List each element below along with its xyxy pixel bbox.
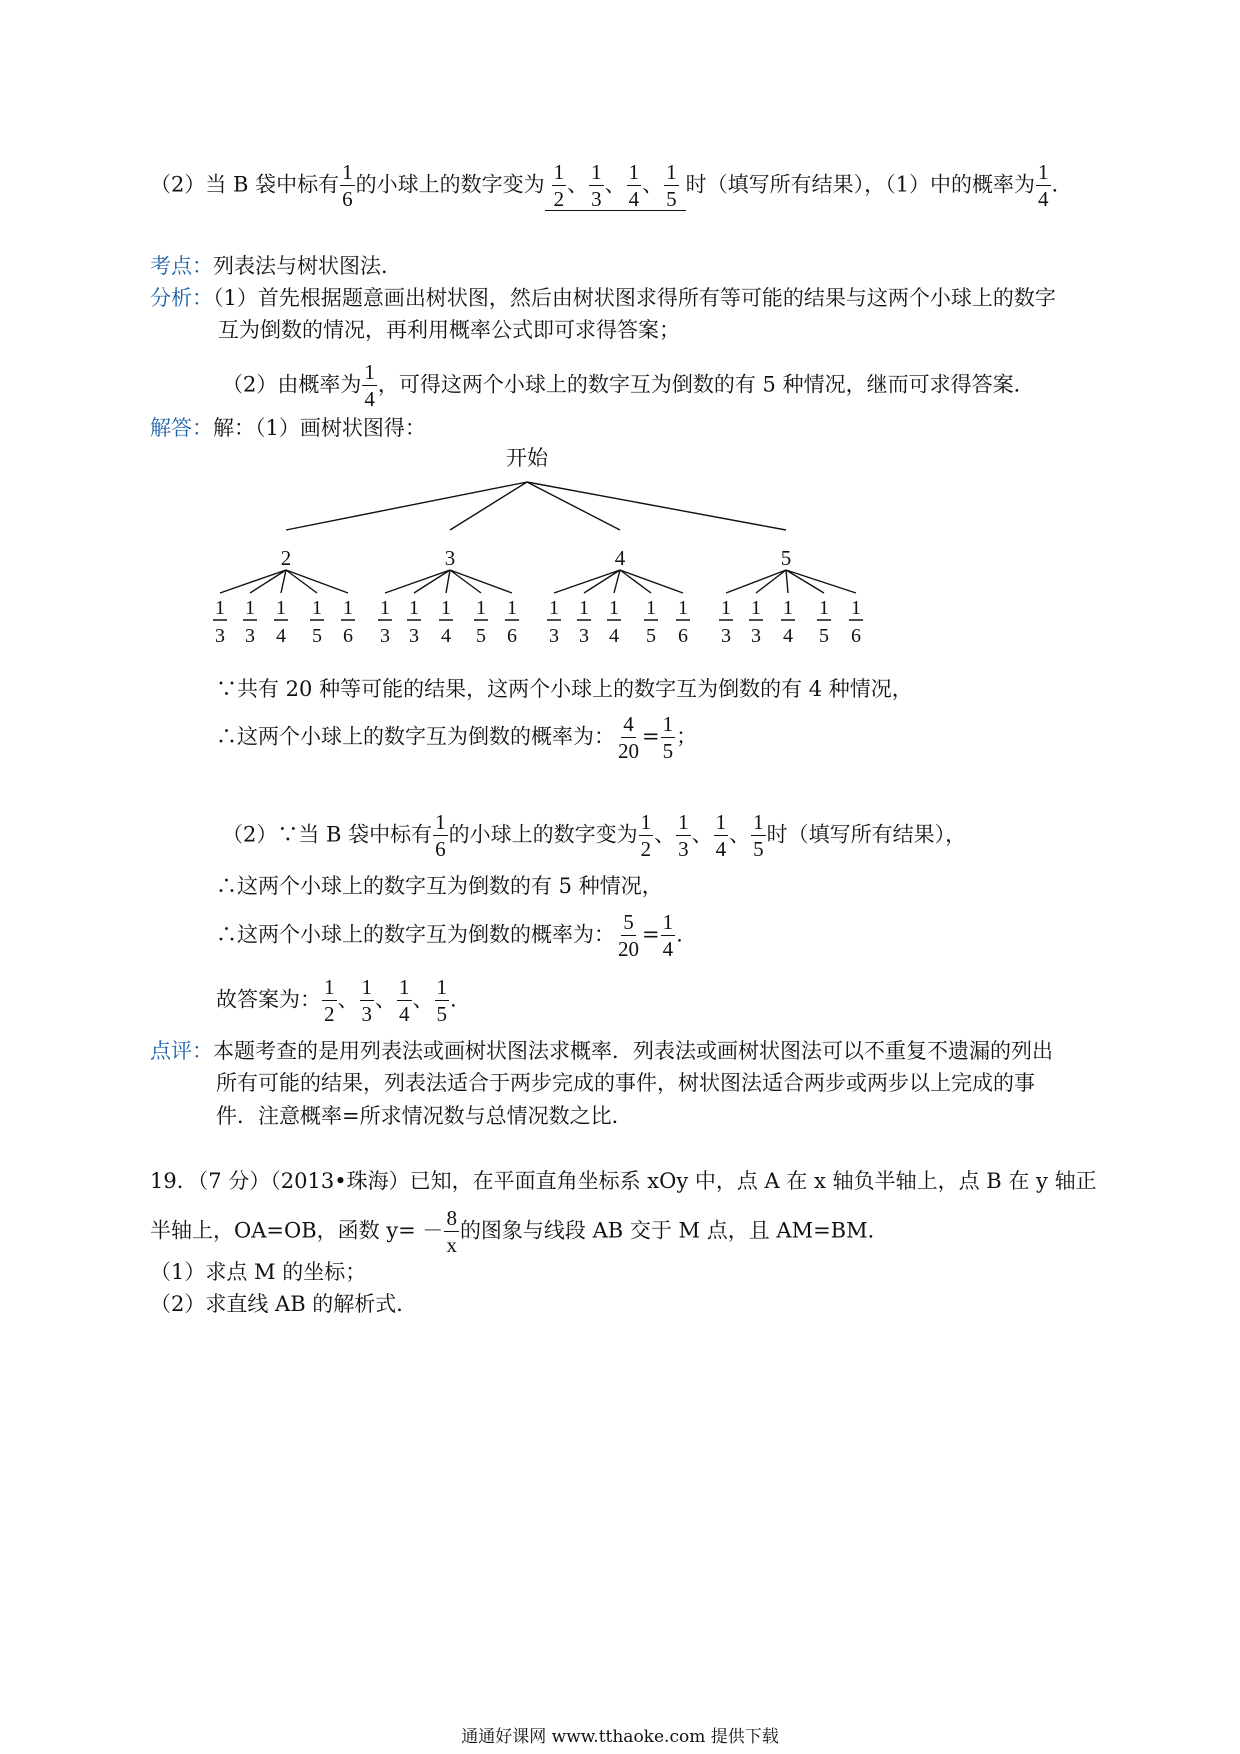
tree-leaf-denominator: 6	[851, 625, 861, 647]
footer-credit: 通通好课网 www.tthaoke.com 提供下载	[461, 1727, 779, 1747]
tree-leaf-line	[446, 570, 450, 593]
sol2-line-1: （2）∵当 B 袋中标有 $\frac{1}{6}$ 的小球上的数字变为 $\frac{1}{2}$ 、 $\frac{1}{3}$ 、 $\frac{1}{4}$ 、 $\frac{1}{5}$ 时（填写所有结果），	[222, 810, 967, 861]
tree-leaf-denominator: 3	[751, 625, 761, 647]
tree-leaf-line	[286, 570, 348, 593]
answer-frac: $\frac{1}{2}$	[553, 160, 565, 211]
fenxi-line-3: （2）由概率为 $\frac{1}{4}$ ，可得这两个小球上的数字互为倒数的有 5 种情况，继而可求得答案．	[222, 360, 1035, 411]
dianping-line-1: 点评：本题考查的是用列表法或画树状图法求概率．列表法或画树状图法可以不重复不遗漏的列出	[150, 1039, 1053, 1063]
answer-frac: $\frac{1}{2}$	[640, 810, 652, 861]
tree-leaf-denominator: 3	[409, 625, 419, 647]
tree-leaf-numerator: 1	[215, 597, 225, 619]
fenxi-line-1: 分析：（1）首先根据题意画出树状图，然后由树状图求得所有等可能的结果与这两个小球上的数字	[150, 286, 1056, 310]
jieda-line: 解答：解：（1）画树状图得：	[150, 416, 426, 440]
tree-leaf-line	[220, 570, 286, 593]
tree-leaf-line	[286, 570, 317, 593]
tree-leaf-denominator: 3	[245, 625, 255, 647]
fenxi-label: 分析：	[150, 286, 213, 310]
tree-leaf-numerator: 1	[476, 597, 486, 619]
answer-frac: $\frac{1}{4}$	[399, 975, 410, 1026]
tree-branch-line	[450, 482, 527, 530]
frac-5-20: $\frac{5}{20}$	[618, 910, 639, 961]
tree-root-label: 开始	[506, 446, 548, 470]
tree-leaf-denominator: 3	[215, 625, 225, 647]
sol2-line-3: ∴这两个小球上的数字互为倒数的概率为： $\frac{5}{20}$ = $\frac{1}{4}$ .	[216, 910, 683, 961]
sol1-therefore: ∴这两个小球上的数字互为倒数的概率为： $\frac{4}{20}$ = $\frac{1}{5}$ ；	[216, 712, 698, 763]
q19-sub-1: （1）求点 M 的坐标；	[150, 1260, 367, 1284]
tree-leaf-numerator: 1	[579, 597, 589, 619]
tree-branch-line	[286, 482, 527, 530]
frac-8-x: $\frac{8}{x}$	[446, 1206, 457, 1257]
kaodian-label: 考点：	[150, 254, 213, 278]
tree-leaf-numerator: 1	[276, 597, 286, 619]
tree-leaf-numerator: 1	[751, 597, 761, 619]
tree-leaf-numerator: 1	[549, 597, 559, 619]
jieda-label: 解答：	[150, 416, 213, 440]
tree-leaf-line	[281, 570, 286, 593]
tree-leaf-numerator: 1	[819, 597, 829, 619]
answer-frac: $\frac{1}{2}$	[324, 975, 335, 1026]
dianping-line-2: 所有可能的结果，列表法适合于两步完成的事件，树状图法适合两步或两步以上完成的事	[216, 1071, 1035, 1095]
tree-leaf-numerator: 1	[380, 597, 390, 619]
frac-1-4: $\frac{1}{4}$	[662, 910, 674, 961]
kaodian-text: 列表法与树状图法．	[213, 254, 402, 278]
tree-leaf-line	[450, 570, 512, 593]
answer-frac: $\frac{1}{4}$	[628, 160, 640, 211]
answer-blank: $\frac{1}{2}$ 、 $\frac{1}{3}$ 、 $\frac{1}{4}$ 、 $\frac{1}{5}$	[545, 162, 686, 211]
tree-branch-line	[527, 482, 786, 530]
tree-leaf-numerator: 1	[609, 597, 619, 619]
tree-leaf-numerator: 1	[507, 597, 517, 619]
tree-leaf-line	[614, 570, 620, 593]
tree-leaf-numerator: 1	[343, 597, 353, 619]
tree-node-label: 3	[444, 546, 456, 570]
fenxi-line-2: 互为倒数的情况，再利用概率公式即可求得答案；	[218, 318, 680, 342]
tree-leaf-numerator: 1	[646, 597, 656, 619]
tree-leaf-line	[726, 570, 786, 593]
tree-leaf-numerator: 1	[441, 597, 451, 619]
tree-leaf-numerator: 1	[312, 597, 322, 619]
kaodian-line	[150, 256, 402, 277]
tree-leaf-line	[414, 570, 450, 593]
tree-leaf-line	[786, 570, 824, 593]
tree-leaf-line	[385, 570, 450, 593]
q19-sub-2: （2）求直线 AB 的解析式．	[150, 1292, 418, 1316]
tree-leaf-denominator: 5	[312, 625, 322, 647]
tree-leaf-numerator: 1	[783, 597, 793, 619]
answer-frac: $\frac{1}{5}$	[436, 975, 447, 1026]
sol1-because: ∵共有 20 种等可能的结果，这两个小球上的数字互为倒数的有 4 种情况，	[216, 677, 913, 701]
tree-leaf-line	[250, 570, 286, 593]
tree-leaf-line	[554, 570, 620, 593]
tree-leaf-denominator: 3	[579, 625, 589, 647]
tree-leaf-denominator: 5	[476, 625, 486, 647]
answer-frac: $\frac{1}{3}$	[591, 160, 602, 211]
tree-leaf-line	[786, 570, 788, 593]
tree-leaf-numerator: 1	[409, 597, 419, 619]
tree-node-label: 4	[614, 546, 626, 570]
q2-prev-line: （2）当 B 袋中标有 $\frac{1}{6}$ 的小球上的数字变为 $\frac{1}{2}$ 、 $\frac{1}{3}$ 、 $\frac{1}{4}$ 、 $\frac{1}{5}$ 时（填写所有结果），（1）中的概率为 $\frac{1}{4}$ .	[150, 160, 1059, 211]
tree-leaf-denominator: 6	[678, 625, 688, 647]
frac-1-6: $\frac{1}{6}$	[342, 160, 353, 211]
tree-leaf-denominator: 5	[819, 625, 829, 647]
tree-leaf-denominator: 5	[646, 625, 656, 647]
frac-1-5: $\frac{1}{5}$	[662, 712, 674, 763]
tree-leaf-denominator: 3	[549, 625, 559, 647]
tree-leaf-denominator: 4	[783, 625, 793, 647]
tree-leaf-numerator: 1	[678, 597, 688, 619]
frac-1-4: $\frac{1}{4}$	[364, 360, 375, 411]
tree-leaf-denominator: 4	[609, 625, 619, 647]
tree-leaf-line	[786, 570, 856, 593]
tree-leaf-numerator: 1	[851, 597, 861, 619]
tree-leaf-numerator: 1	[721, 597, 731, 619]
tree-leaf-numerator: 1	[245, 597, 255, 619]
answer-line: 故答案为： $\frac{1}{2}$ 、 $\frac{1}{3}$ 、 $\frac{1}{4}$ 、 $\frac{1}{5}$ .	[216, 975, 457, 1026]
tree-leaf-line	[620, 570, 683, 593]
dianping-line-3: 件．注意概率=所求情况数与总情况数之比．	[216, 1104, 633, 1128]
tree-leaf-denominator: 4	[441, 625, 451, 647]
tree-leaf-line	[756, 570, 786, 593]
frac-1-6: $\frac{1}{6}$	[435, 810, 446, 861]
dianping-label: 点评：	[150, 1039, 213, 1063]
frac-4-20: $\frac{4}{20}$	[618, 712, 639, 763]
q19-line-2: 半轴上，OA=OB，函数 y= － $\frac{8}{x}$ 的图象与线段 AB 交于 M 点，且 AM=BM．	[150, 1206, 889, 1257]
tree-node-label: 5	[780, 546, 792, 570]
answer-frac: $\frac{1}{3}$	[361, 975, 372, 1026]
tree-leaf-denominator: 4	[276, 625, 286, 647]
answer-frac: $\frac{1}{5}$	[753, 810, 764, 861]
tree-leaf-denominator: 3	[380, 625, 390, 647]
frac-prob: $\frac{1}{4}$	[1038, 160, 1049, 211]
q19-line-1: 19．（7 分）（2013•珠海）已知，在平面直角坐标系 xOy 中，点 A 在 x 轴负半轴上，点 B 在 y 轴正	[150, 1169, 1097, 1193]
tree-node-label: 2	[280, 546, 292, 570]
tree-leaf-line	[620, 570, 651, 593]
tree-leaf-denominator: 3	[721, 625, 731, 647]
tree-branch-line	[527, 482, 620, 530]
answer-frac: $\frac{1}{5}$	[666, 160, 677, 211]
tree-leaf-line	[584, 570, 620, 593]
sol2-line-2: ∴这两个小球上的数字互为倒数的有 5 种情况，	[216, 874, 663, 898]
tree-leaf-denominator: 6	[507, 625, 517, 647]
answer-frac: $\frac{1}{4}$	[715, 810, 727, 861]
tree-leaf-denominator: 6	[343, 625, 353, 647]
answer-frac: $\frac{1}{3}$	[678, 810, 689, 861]
tree-leaf-line	[450, 570, 481, 593]
